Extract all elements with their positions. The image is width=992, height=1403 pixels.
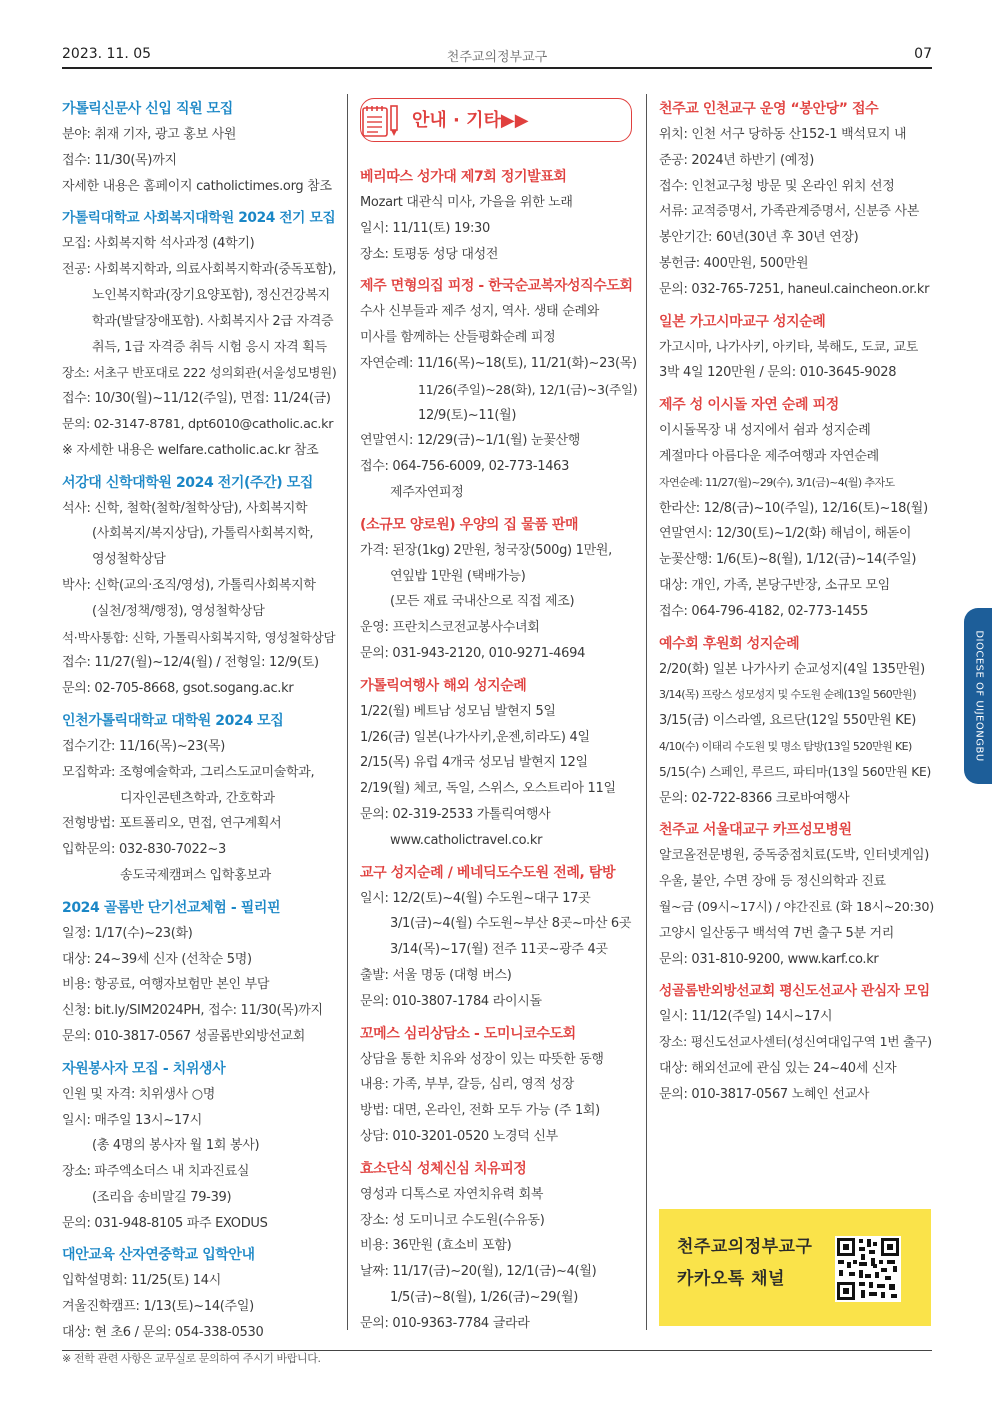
notice-section xyxy=(659,392,934,624)
section-line: 접수: 11/30(목)까지 xyxy=(62,152,177,168)
section-line: 연말연시: 12/29(금)~1/1(월) 눈꽃산행 xyxy=(360,433,580,449)
section-line: 대상: 개인, 가족, 본당구반장, 소규모 모임 xyxy=(659,577,890,593)
section-line: 1/26(금) 일본(나가사키,운젠,히라도) 4일 xyxy=(360,729,590,745)
section-line: 수사 신부들과 제주 성지, 역사. 생태 순례와 xyxy=(360,304,600,320)
section-title: 가톨릭여행사 해외 성지순례 xyxy=(360,677,527,694)
section-line: 준공: 2024년 하반기 (예정) xyxy=(659,152,815,168)
notice-section xyxy=(659,631,934,812)
section-line: 인원 및 자격: 치위생사 ○명 xyxy=(62,1086,216,1102)
section-line: 일시: 매주일 13시~17시 xyxy=(62,1112,203,1128)
section-line: (총 4명의 봉사자 월 1회 봉사) xyxy=(92,1138,260,1154)
section-title: 제주 성 이시돌 자연 순례 피정 xyxy=(659,397,839,414)
notice-banner xyxy=(360,98,632,142)
section-line: 서류: 교적증명서, 가족관계증명서, 신분증 사본 xyxy=(659,204,919,220)
section-title: 베리따스 성가대 제7회 정기발표회 xyxy=(360,169,567,185)
notice-section xyxy=(360,512,638,667)
notice-section xyxy=(62,708,336,889)
section-line: 비용: 36만원 (효소비 포함) xyxy=(360,1238,512,1254)
section-line: 자세한 내용은 홈페이지 catholictimes.org 참조 xyxy=(62,178,332,194)
section-line: 방법: 대면, 온라인, 전화 모두 가능 (주 1회) xyxy=(360,1103,600,1119)
section-line: 접수: 064-796-4182, 02-773-1455 xyxy=(659,603,869,619)
section-line: 월~금 (09시~17시) / 야간진료 (화 18시~20:30) xyxy=(659,899,934,915)
section-line: 계절마다 아름다운 제주여행과 자연순례 xyxy=(659,448,879,464)
section-title: 효소단식 성체신심 치유피정 xyxy=(360,1160,527,1177)
qr-code-icon[interactable] xyxy=(835,1236,901,1302)
section-title: (소규모 양로원) 우양의 집 물품 판매 xyxy=(360,516,579,533)
section-line: 자연순례: 11/27(월)~29(수), 3/1(금)~4(월) 추자도 xyxy=(659,475,895,489)
section-line: 가격: 된장(1kg) 2만원, 청국장(500g) 1만원, xyxy=(360,542,612,558)
section-line: 문의: 010-3817-0567 노혜인 선교사 xyxy=(659,1086,870,1102)
section-title: 교구 성지순례 / 베네딕도수도원 전례, 탐방 xyxy=(360,864,616,881)
section-line: 날짜: 11/17(금)~20(월), 12/1(금)~4(월) xyxy=(360,1264,597,1280)
section-title: 자원봉사자 모집 - 치위생사 xyxy=(62,1060,226,1077)
section-line: 송도국제캠퍼스 입학홍보과 xyxy=(120,867,271,883)
section-line: 제주자연피정 xyxy=(390,484,464,500)
section-line: 노인복지학과(장기요양포함), 정신건강복지 xyxy=(92,287,330,303)
section-line: 장소: 파주엑소더스 내 치과진료실 xyxy=(62,1164,250,1180)
section-line: 11/26(주일)~28(화), 12/1(금)~3(주일) xyxy=(418,381,638,397)
section-title: 천주교 서울대교구 카프성모병원 xyxy=(659,822,852,839)
kakao-line-1: 천주교의정부교구 xyxy=(677,1237,813,1257)
section-line: 3박 4일 120만원 / 문의: 010-3645-9028 xyxy=(659,365,897,381)
section-line: 접수: 064-756-6009, 02-773-1463 xyxy=(360,459,570,475)
section-line: 일시: 11/11(토) 19:30 xyxy=(360,220,490,236)
section-line: Mozart 대관식 미사, 가을을 위한 노래 xyxy=(360,195,573,210)
section-title: 꼬메스 심리상담소 - 도미니코수도회 xyxy=(360,1025,576,1042)
section-line: 문의: 02-3147-8781, dpt6010@catholic.ac.kr xyxy=(62,416,334,432)
section-line: 1/5(금)~8(월), 1/26(금)~29(월) xyxy=(390,1289,578,1305)
section-line: 운영: 프란치스코전교봉사수녀회 xyxy=(360,620,540,636)
section-line: 3/14(목)~17(월) 전주 11곳~광주 4곳 xyxy=(390,942,608,958)
section-line: 석·박사통합: 신학, 가톨릭사회복지학, 영성철학상담 xyxy=(62,629,336,645)
section-line: 문의: 010-9363-7784 글라라 xyxy=(360,1315,530,1331)
notice-section xyxy=(659,309,934,387)
notepad-pencil-icon xyxy=(360,102,402,140)
section-line: 4/10(수) 이태리 수도원 및 명소 탐방(13일 520만원 KE) xyxy=(659,739,912,753)
section-title: 서강대 신학대학원 2024 전기(주간) 모집 xyxy=(62,474,313,491)
section-line: 장소: 성 도미니코 수도원(수유동) xyxy=(360,1212,545,1228)
section-line: 2/15(목) 유럽 4개국 성모님 발현지 12일 xyxy=(360,755,588,771)
diocese-side-tab xyxy=(964,608,992,784)
section-line: www.catholictravel.co.kr xyxy=(390,832,543,848)
section-line: 1/22(월) 베트남 성모님 발현지 5일 xyxy=(360,703,556,719)
section-line: 상담: 010-3201-0520 노경덕 신부 xyxy=(360,1128,558,1144)
section-line: 문의: 02-705-8668, gsot.sogang.ac.kr xyxy=(62,681,294,697)
section-line: 겨울진학캠프: 1/13(토)~14(주일) xyxy=(62,1299,254,1315)
section-line: 눈꽃산행: 1/6(토)~8(월), 1/12(금)~14(주일) xyxy=(659,552,917,568)
section-line: 대상: 현 초6 / 문의: 054-338-0530 xyxy=(62,1325,264,1341)
column-3 xyxy=(659,96,934,1114)
section-line: 비용: 항공료, 여행자보험만 본인 부담 xyxy=(62,977,270,993)
section-title: 2024 골롬반 단기선교체험 - 필리핀 xyxy=(62,899,281,916)
header-org: 천주교의정부교구 xyxy=(446,50,548,65)
section-line: 분야: 취재 기자, 광고 홍보 사원 xyxy=(62,127,237,142)
section-line: 3/15(금) 이스라엘, 요르단(12일 550만원 KE) xyxy=(659,713,917,729)
section-line: 모집학과: 조형예술학과, 그리스도교미술학과, xyxy=(62,764,315,780)
section-line: 출발: 서울 명동 (대형 버스) xyxy=(360,967,512,983)
notice-section xyxy=(360,273,638,505)
notice-section xyxy=(62,96,336,199)
section-line: 미사를 함께하는 산들평화순례 피정 xyxy=(360,330,556,346)
section-line: 문의: 031-948-8105 파주 EXODUS xyxy=(62,1215,268,1231)
section-line: 상담을 통한 치유와 성장이 있는 따뜻한 동행 xyxy=(360,1051,604,1067)
section-line: ※ 전학 관련 사항은 교무실로 문의하여 주시기 바랍니다. xyxy=(62,1351,321,1365)
section-title: 천주교 인천교구 운영 “봉안당” 접수 xyxy=(659,101,879,117)
notice-section xyxy=(360,860,638,1015)
notice-section xyxy=(62,895,336,1050)
section-line: 박사: 신학(교의·조직/영성), 가톨릭사회복지학 xyxy=(62,577,316,593)
section-line: 영성철학상담 xyxy=(92,552,166,568)
issue-date: 2023. 11. 05 xyxy=(62,46,152,62)
section-line: 장소: 토평동 성당 대성전 xyxy=(360,246,499,262)
page-number: 07 xyxy=(914,46,932,62)
notice-section xyxy=(62,205,336,463)
section-line: 문의: 032-765-7251, haneul.caincheon.or.kr xyxy=(659,281,930,297)
section-line: 영성과 디톡스로 자연치유력 회복 xyxy=(360,1186,544,1202)
section-title: 가톨릭대학교 사회복지대학원 2024 전기 모집 xyxy=(62,210,336,227)
notice-section xyxy=(659,96,934,303)
section-title: 일본 가고시마교구 성지순례 xyxy=(659,313,826,330)
column-1 xyxy=(62,96,336,1378)
section-title: 예수회 후원회 성지순례 xyxy=(659,635,800,652)
section-line: 접수기간: 11/16(목)~23(목) xyxy=(62,738,226,754)
section-line: 접수: 11/27(월)~12/4(월) / 전형일: 12/9(토) xyxy=(62,655,319,671)
section-line: 신청: bit.ly/SIM2024PH, 접수: 11/30(목)까지 xyxy=(62,1003,323,1019)
section-line: 대상: 해외선교에 관심 있는 24~40세 신자 xyxy=(659,1060,897,1076)
section-line: 2/19(월) 체코, 독일, 스위스, 오스트리아 11일 xyxy=(360,781,616,797)
notice-section xyxy=(360,1156,638,1337)
kakao-channel-box[interactable] xyxy=(659,1209,931,1326)
section-line: 3/1(금)~4(월) 수도원~부산 8곳~마산 6곳 xyxy=(390,916,632,932)
section-line: 디자인콘텐츠학과, 간호학과 xyxy=(120,790,275,806)
section-line: 봉헌금: 400만원, 500만원 xyxy=(659,255,809,271)
section-line: 문의: 010-3817-0567 성골롬반외방선교회 xyxy=(62,1028,306,1044)
section-title: 대안교육 산자연중학교 입학안내 xyxy=(62,1247,255,1264)
section-line: 이시돌목장 내 성지에서 쉼과 성지순례 xyxy=(659,423,871,439)
section-line: 한라산: 12/8(금)~10(주일), 12/16(토)~18(월) xyxy=(659,500,928,516)
notice-section xyxy=(360,164,638,267)
section-title: 제주 면형의집 피정 - 한국순교복자성직수도회 xyxy=(360,278,633,295)
section-line: 2/20(화) 일본 나가사키 순교성지(4일 135만원) xyxy=(659,661,925,677)
section-line: 전형방법: 포트폴리오, 면접, 연구계획서 xyxy=(62,816,282,832)
section-line: 문의: 02-319-2533 가톨릭여행사 xyxy=(360,806,551,822)
section-line: 우울, 불안, 수면 장애 등 정신의학과 진료 xyxy=(659,874,886,890)
section-line: 문의: 031-943-2120, 010-9271-4694 xyxy=(360,645,586,661)
section-line: 봉안기간: 60년(30년 후 30년 연장) xyxy=(659,230,859,246)
kakao-text xyxy=(677,1231,812,1295)
notice-section xyxy=(360,673,638,854)
footer-rule xyxy=(62,1350,932,1351)
notice-section xyxy=(659,978,934,1107)
section-line: 위치: 인천 서구 당하동 산152-1 백석묘지 내 xyxy=(659,127,907,142)
section-line: 취득, 1급 자격증 취득 시험 응시 자격 획득 xyxy=(92,339,327,355)
section-line: (모든 재료 국내산으로 직접 제조) xyxy=(390,594,575,610)
section-line: 내용: 가족, 부부, 갈등, 심리, 영적 성장 xyxy=(360,1077,575,1093)
section-line: 연말연시: 12/30(토)~1/2(화) 해넘이, 해돋이 xyxy=(659,526,912,542)
section-line: (사회복지/복지상담), 가톨릭사회복지학, xyxy=(92,526,314,542)
section-line: 석사: 신학, 철학(철학/철학상담), 사회복지학 xyxy=(62,500,308,516)
section-line: 장소: 서초구 반포대로 222 성의회관(서울성모병원) xyxy=(62,365,337,381)
header-rule xyxy=(62,67,932,69)
section-title: 성골롬반외방선교회 평신도선교사 관심자 모임 xyxy=(659,983,930,1000)
section-line: 12/9(토)~11(월) xyxy=(418,407,517,423)
section-line: 전공: 사회복지학과, 의료사회복지학과(중독포함), xyxy=(62,262,337,278)
section-line: 자연순례: 11/16(목)~18(토), 11/21(화)~23(목) xyxy=(360,355,637,371)
section-line: 접수: 인천교구청 방문 및 온라인 위치 선정 xyxy=(659,178,895,194)
section-line: 5/15(수) 스페인, 루르드, 파티마(13일 560만원 KE) xyxy=(659,764,931,779)
notice-section xyxy=(659,817,934,972)
section-line: 접수: 10/30(월)~11/12(주일), 면접: 11/24(금) xyxy=(62,391,331,407)
section-line: 고양시 일산동구 백석역 7번 출구 5분 거리 xyxy=(659,925,895,941)
section-line: 일시: 11/12(주일) 14시~17시 xyxy=(659,1009,833,1025)
page-header xyxy=(62,44,932,66)
section-line: 문의: 02-722-8366 크로바여행사 xyxy=(659,790,850,806)
section-line: 가고시마, 나가사키, 아키타, 북해도, 도쿄, 교토 xyxy=(659,339,918,355)
section-line: 입학설명회: 11/25(토) 14시 xyxy=(62,1273,222,1289)
notice-section xyxy=(360,1021,638,1150)
section-line: 문의: 010-3807-1784 라이시돌 xyxy=(360,993,542,1009)
column-2 xyxy=(360,96,638,1342)
banner-title: 안내 · 기타▶▶ xyxy=(412,110,529,131)
section-line: 학과(발달장애포함). 사회복지사 2급 자격증 xyxy=(92,313,334,329)
section-line: 모집: 사회복지학 석사과정 (4학기) xyxy=(62,236,255,252)
section-line: 알코올전문병원, 중독중점치료(도박, 인터넷게임) xyxy=(659,848,930,864)
section-line: 연잎밥 1만원 (택배가능) xyxy=(390,568,526,584)
section-line: 입학문의: 032-830-7022~3 xyxy=(62,842,226,858)
column-divider-2 xyxy=(646,94,647,1330)
section-line: ※ 자세한 내용은 welfare.catholic.ac.kr 참조 xyxy=(62,442,319,458)
section-line: (실천/정책/행정), 영성철학상담 xyxy=(92,603,265,619)
notice-section xyxy=(62,1056,336,1237)
section-line: 일시: 12/2(토)~4(월) 수도원~대구 17곳 xyxy=(360,890,591,906)
notice-section xyxy=(62,470,336,702)
section-line: 대상: 24~39세 신자 (선착순 5명) xyxy=(62,951,252,967)
section-line: (조리읍 송비말길 79-39) xyxy=(92,1189,232,1205)
side-tab-label: DIOCESE OF UIJEONGBU xyxy=(973,630,985,762)
notice-section xyxy=(62,1242,336,1371)
section-line: 장소: 평신도선교사센터(성신여대입구역 1번 출구) xyxy=(659,1035,932,1051)
section-title: 가톨릭신문사 신입 직원 모집 xyxy=(62,101,233,117)
section-title: 인천가톨릭대학교 대학원 2024 모집 xyxy=(62,712,284,729)
column-divider-1 xyxy=(347,94,348,1330)
section-line: 일정: 1/17(수)~23(화) xyxy=(62,925,193,941)
section-line: 문의: 031-810-9200, www.karf.co.kr xyxy=(659,951,879,967)
section-line: 3/14(목) 프랑스 성모성지 및 수도원 순례(13일 560만원) xyxy=(659,688,916,702)
kakao-line-2: 카카오톡 채널 xyxy=(677,1269,785,1289)
